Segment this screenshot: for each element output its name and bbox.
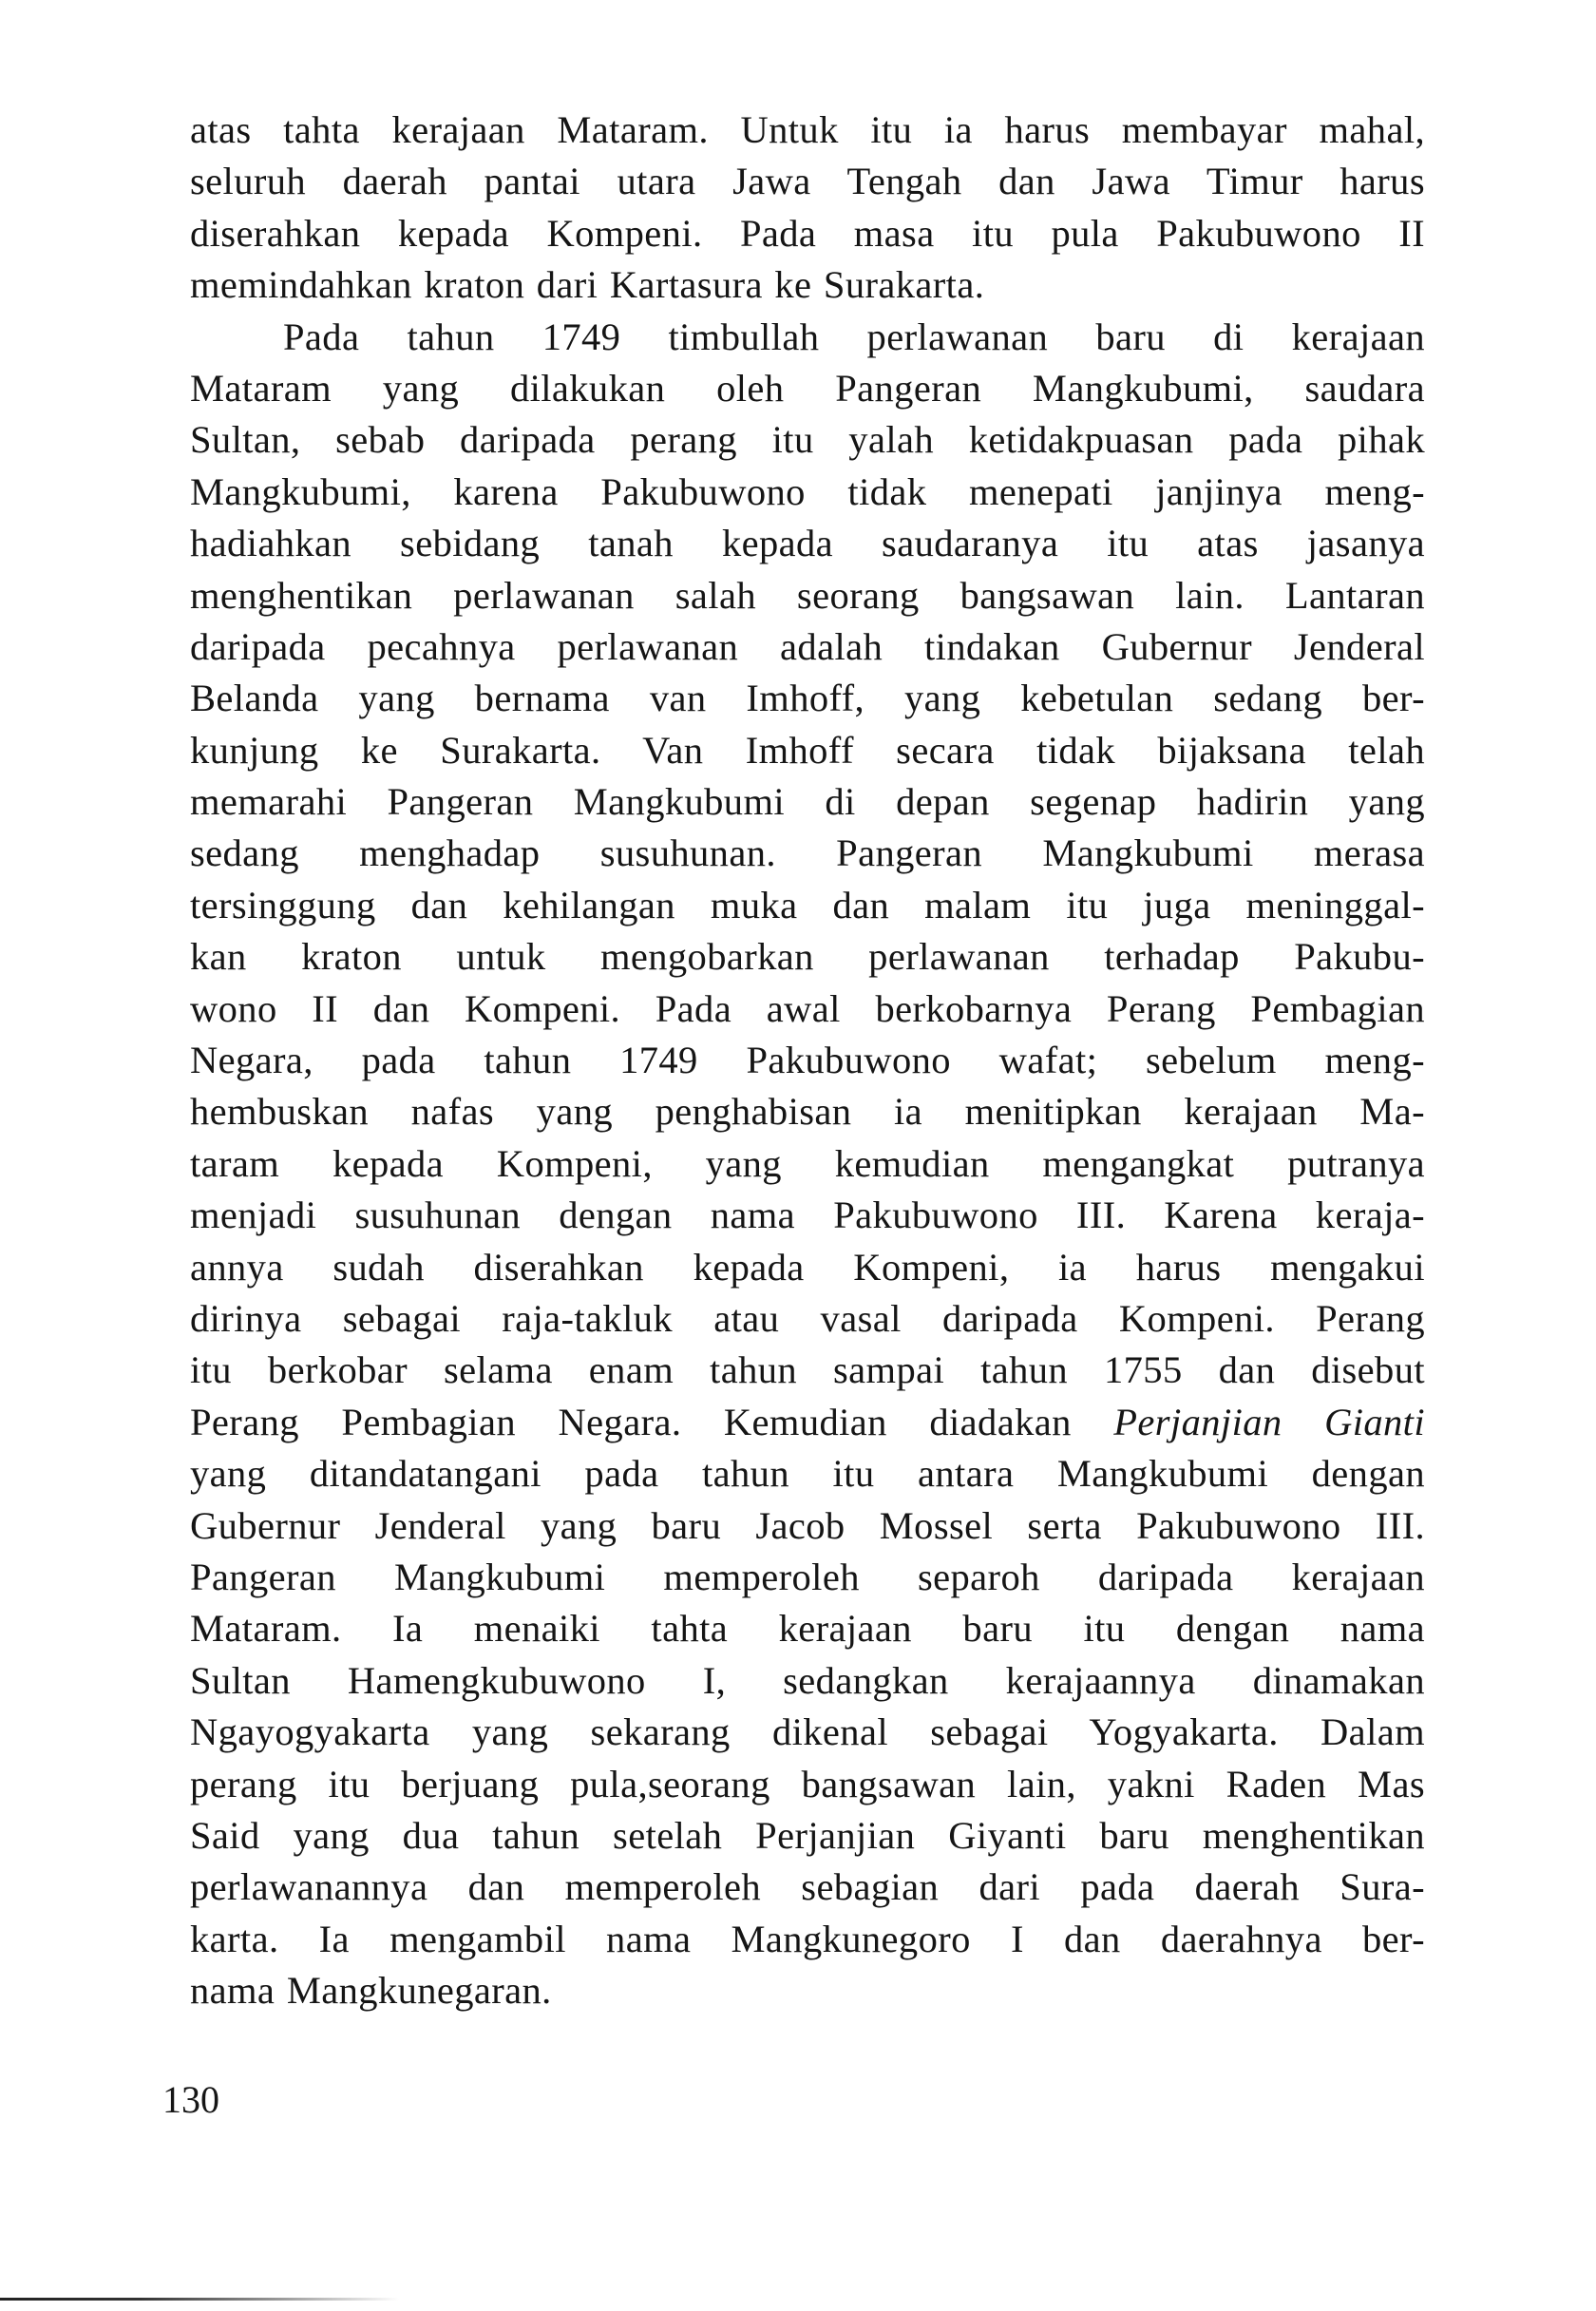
text-line: Mangkubumi, karena Pakubuwono tidak menepati janjinya meng- xyxy=(190,469,1425,513)
text-line: menghentikan perlawanan salah seorang bangsawan lain. Lantaran xyxy=(190,573,1425,617)
text-line: dirinya sebagai raja-takluk atau vasal daripada Kompeni. Perang xyxy=(190,1296,1425,1340)
text-line: Sultan, sebab daripada perang itu yalah ketidakpuasan pada pihak xyxy=(190,418,1425,462)
text-line: Mataram yang dilakukan oleh Pangeran Mangkubumi, saudara xyxy=(190,366,1425,410)
text-line: hembuskan nafas yang penghabisan ia menitipkan kerajaan Ma- xyxy=(190,1090,1425,1134)
text-fragment: Perang Pembagian Negara. Kemudian diadakan xyxy=(190,1400,1114,1443)
text-line: Negara, pada tahun 1749 Pakubuwono wafat; sebelum meng- xyxy=(190,1039,1425,1082)
text-line: hadiahkan sebidang tanah kepada saudaranya itu atas jasanya xyxy=(190,522,1425,565)
text-line: nama Mangkunegaran. xyxy=(190,1969,552,2013)
text-line: Gubernur Jenderal yang baru Jacob Mossel serta Pakubuwono III. xyxy=(190,1503,1425,1547)
text-line: seluruh daerah pantai utara Jawa Tengah dan Jawa Timur harus xyxy=(190,160,1425,203)
text-line: itu berkobar selama enam tahun sampai tahun 1755 dan disebut xyxy=(190,1348,1425,1392)
text-line: perang itu berjuang pula,seorang bangsawan lain, yakni Raden Mas xyxy=(190,1762,1425,1805)
text-line: perlawanannya dan memperoleh sebagian dari pada daerah Sura- xyxy=(190,1865,1425,1909)
book-page-text xyxy=(190,105,1425,2016)
text-line: atas tahta kerajaan Mataram. Untuk itu ia harus membayar mahal, xyxy=(190,108,1425,151)
text-line: sedang menghadap susuhunan. Pangeran Mangkubumi merasa xyxy=(190,831,1425,875)
scan-edge-divider xyxy=(0,2298,399,2301)
text-line-with-italic xyxy=(190,1397,1425,1448)
text-line: Pada tahun 1749 timbullah perlawanan baru di kerajaan xyxy=(283,315,1425,358)
text-line: memarahi Pangeran Mangkubumi di depan segenap hadirin yang xyxy=(190,780,1425,824)
page-number: 130 xyxy=(162,2078,219,2121)
italic-title: Perjanjian Gianti xyxy=(1113,1400,1425,1443)
text-line: wono II dan Kompeni. Pada awal berkobarnya Perang Pembagian xyxy=(190,986,1425,1030)
text-line: memindahkan kraton dari Kartasura ke Surakarta. xyxy=(190,263,985,307)
text-line: Pangeran Mangkubumi memperoleh separoh daripada kerajaan xyxy=(190,1555,1425,1598)
text-line: karta. Ia mengambil nama Mangkunegoro I dan daerahnya ber- xyxy=(190,1917,1425,1960)
text-line: kan kraton untuk mengobarkan perlawanan terhadap Pakubu- xyxy=(190,935,1425,979)
text-line: yang ditandatangani pada tahun itu antara Mangkubumi dengan xyxy=(190,1452,1425,1496)
text-line: annya sudah diserahkan kepada Kompeni, ia harus mengakui xyxy=(190,1245,1425,1289)
text-line: Ngayogyakarta yang sekarang dikenal sebagai Yogyakarta. Dalam xyxy=(190,1710,1425,1754)
text-line: menjadi susuhunan dengan nama Pakubuwono III. Karena keraja- xyxy=(190,1194,1425,1237)
text-line: tersinggung dan kehilangan muka dan malam itu juga meninggal- xyxy=(190,883,1425,926)
text-line: Mataram. Ia menaiki tahta kerajaan baru itu dengan nama xyxy=(190,1607,1425,1651)
text-line: Sultan Hamengkubuwono I, sedangkan kerajaannya dinamakan xyxy=(190,1658,1425,1702)
text-line: daripada pecahnya perlawanan adalah tindakan Gubernur Jenderal xyxy=(190,624,1425,668)
text-line: Belanda yang bernama van Imhoff, yang kebetulan sedang ber- xyxy=(190,677,1425,720)
text-line: Said yang dua tahun setelah Perjanjian Giyanti baru menghentikan xyxy=(190,1813,1425,1857)
text-line: kunjung ke Surakarta. Van Imhoff secara tidak bijaksana telah xyxy=(190,728,1425,772)
text-line: diserahkan kepada Kompeni. Pada masa itu pula Pakubuwono II xyxy=(190,211,1425,255)
text-line: taram kepada Kompeni, yang kemudian mengangkat putranya xyxy=(190,1141,1425,1185)
